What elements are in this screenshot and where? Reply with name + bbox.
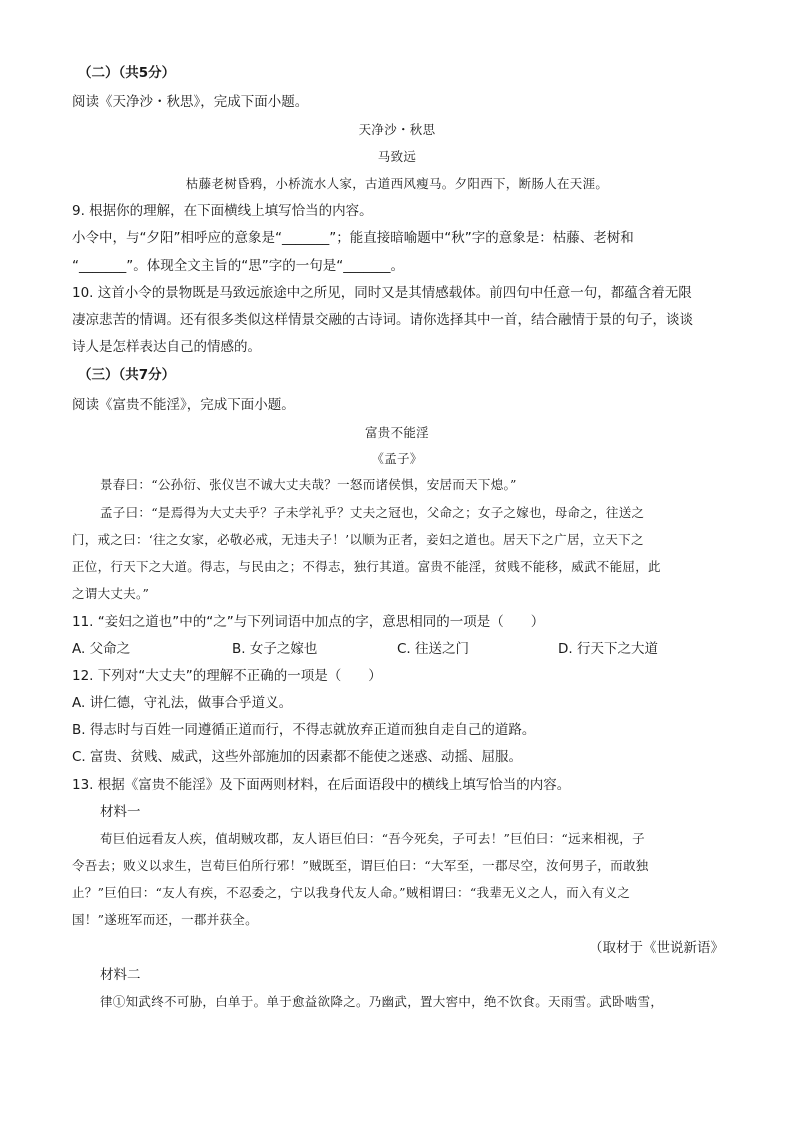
q12-option-a[interactable]: A. 讲仁德，守礼法，做事合乎道义。 — [72, 695, 293, 711]
q13-stem: 13. 根据《富贵不能淫》及下面两则材料，在后面语段中的横线上填写恰当的内容。 — [72, 777, 571, 793]
q11-option-a[interactable]: A. 父命之 — [72, 641, 131, 657]
q11-option-b[interactable]: B. 女子之嫁也 — [232, 641, 318, 657]
q12-option-c[interactable]: C. 富贵、贫贱、威武，这些外部施加的因素都不能使之迷惑、动摇、屈服。 — [72, 749, 523, 765]
q9-line2: “_______”。体现全文主旨的“思”字的一句是“_______。 — [72, 258, 404, 274]
material1-label: 材料一 — [100, 804, 141, 820]
m1-line4: 国！”遂班军而还，一郡并获全。 — [72, 912, 258, 927]
para2-line1: 孟子曰：“是焉得为大丈夫乎？子未学礼乎？丈夫之冠也，父命之；女子之嫁也，母命之，往送之 — [100, 505, 645, 520]
text-title: 富贵不能淫 — [364, 425, 429, 440]
m1-source: （取材于《世说新语》 — [589, 940, 724, 956]
para2-line4: 之谓大丈夫。” — [72, 586, 150, 601]
q10-line1: 10. 这首小令的景物既是马致远旅途中之所见，同时又是其情感载体。前四句中任意一句，都蕴含着无限 — [72, 285, 692, 301]
para2-line3: 正位，行天下之大道。得志，与民由之；不得志，独行其道。富贵不能淫，贫贱不能移，威武不能屈，此 — [72, 559, 661, 574]
q10-line3: 诗人是怎样表达自己的情感的。 — [72, 339, 261, 355]
text-source: 《孟子》 — [371, 451, 423, 466]
q10-line2: 凄凉悲苦的情调。还有很多类似这样情景交融的古诗词。请你选择其中一首，结合融情于景的句子，谈谈 — [72, 312, 693, 328]
section3-intro: 阅读《富贵不能淫》，完成下面小题。 — [72, 397, 295, 413]
q11-option-c[interactable]: C. 往送之门 — [397, 641, 470, 657]
section2-header: （二）（共5分） — [78, 65, 176, 81]
poem-title: 天净沙・秋思 — [358, 122, 436, 137]
q11-stem: 11. “妾妇之道也”中的“之”与下列词语中加点的字，意思相同的一项是（ ） — [72, 614, 545, 630]
material2-label: 材料二 — [100, 967, 141, 983]
m1-line3: 止？”巨伯曰：“友人有疾，不忍委之，宁以我身代友人命。”贼相谓曰：“我辈无义之人，而入有义之 — [72, 885, 631, 900]
para2-line2: 门，戒之曰：‘往之女家，必敬必戒，无违夫子！’以顺为正者，妾妇之道也。居天下之广居，立天下之 — [72, 532, 644, 547]
poem-author: 马致远 — [377, 149, 417, 164]
q11-option-d[interactable]: D. 行天下之大道 — [558, 641, 658, 657]
poem-text: 枯藤老树昏鸦，小桥流水人家，古道西风瘦马。夕阳西下，断肠人在天涯。 — [185, 176, 609, 191]
q9-line1: 小令中，与“夕阳”相呼应的意象是“_______”；能直接暗喻题中“秋”字的意象是：枯藤、老树和 — [72, 230, 634, 246]
q9-stem: 9. 根据你的理解，在下面横线上填写恰当的内容。 — [72, 203, 373, 219]
m1-line1: 荀巨伯远看友人疾，值胡贼攻郡，友人语巨伯曰：“吾今死矣，子可去！”巨伯曰：“远来相视，子 — [100, 831, 645, 846]
m1-line2: 令吾去；败义以求生，岂荀巨伯所行邪！”贼既至，谓巨伯曰：“大军至，一郡尽空，汝何男子，而敢独 — [72, 858, 649, 873]
m2-line1: 律①知武终不可胁，白单于。单于愈益欲降之。乃幽武，置大窖中，绝不饮食。天雨雪。武卧啮雪， — [100, 994, 664, 1009]
q12-stem: 12. 下列对“大丈夫”的理解不正确的一项是（ ） — [72, 668, 382, 684]
section2-intro: 阅读《天净沙・秋思》，完成下面小题。 — [72, 94, 309, 110]
section3-header: （三）（共7分） — [78, 367, 176, 383]
para1: 景春曰：“公孙衍、张仪岂不诚大丈夫哉？一怒而诸侯惧，安居而天下熄。” — [100, 477, 517, 492]
q12-option-b[interactable]: B. 得志时与百姓一同遵循正道而行，不得志就放弃正道而独自走自己的道路。 — [72, 722, 536, 738]
